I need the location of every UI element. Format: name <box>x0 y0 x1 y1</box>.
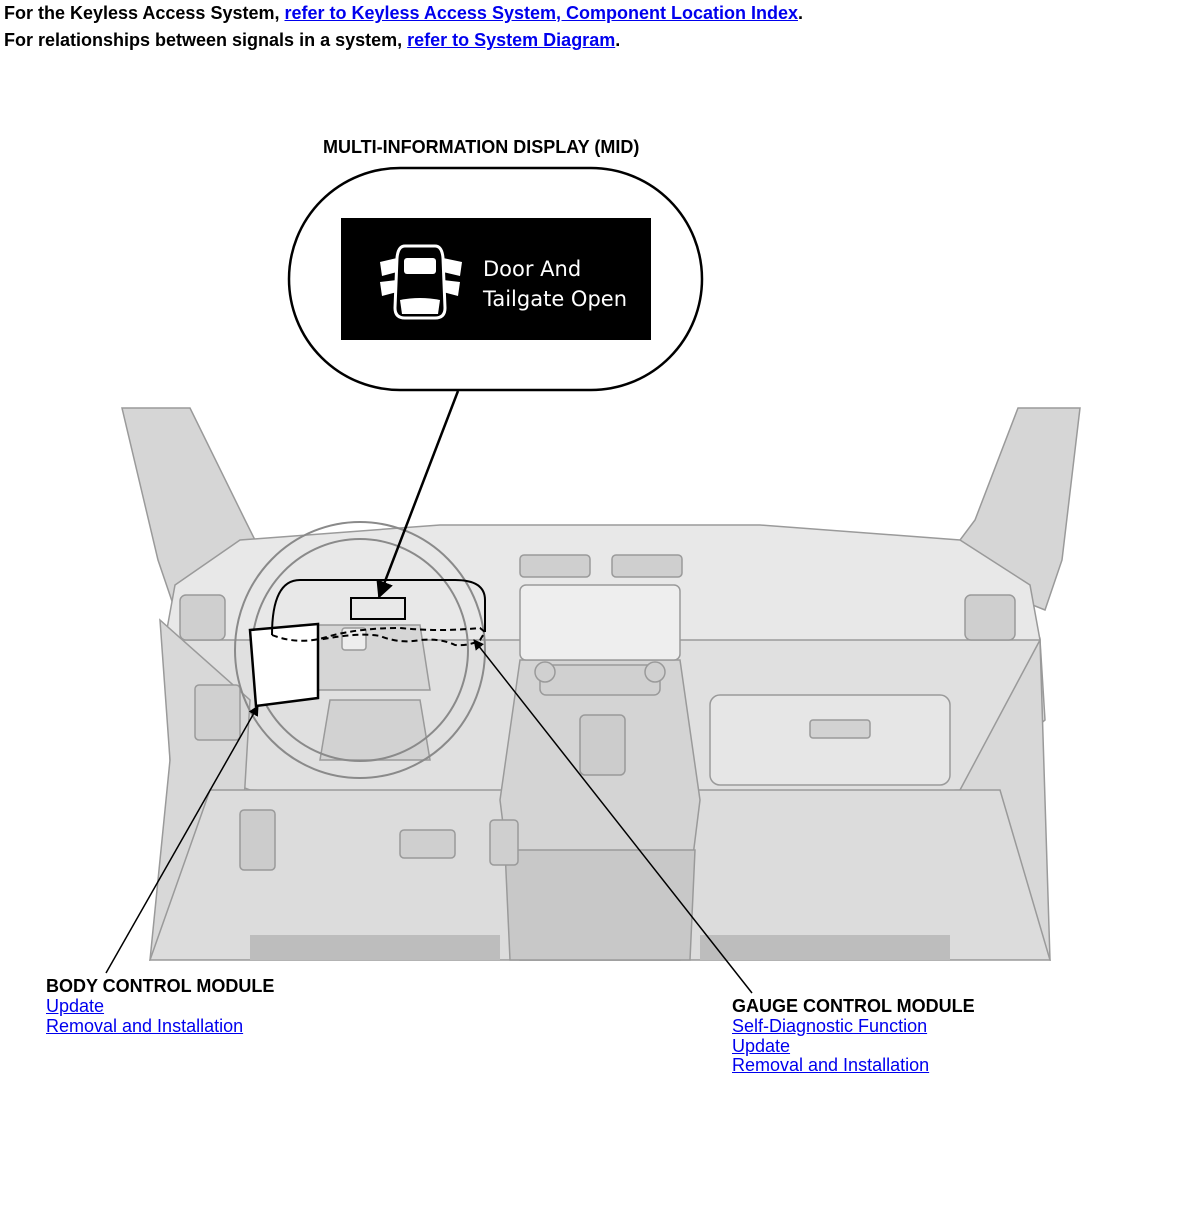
intro-system-period: . <box>615 30 621 50</box>
steering-column <box>320 700 430 760</box>
system-diagram-link[interactable]: refer to System Diagram <box>407 30 616 50</box>
bcm-removal-installation-link[interactable]: Removal and Installation <box>46 1015 244 1036</box>
passenger-floor-mat <box>700 935 950 960</box>
keyless-component-location-link[interactable]: refer to Keyless Access System, Component Location Index <box>284 3 798 23</box>
brake-pedal <box>400 830 455 858</box>
right-side-vent <box>965 595 1015 640</box>
gauge-control-module-title: GAUGE CONTROL MODULE <box>732 996 975 1016</box>
body-control-module-callout <box>46 976 274 1036</box>
left-side-vent <box>180 595 225 640</box>
body-control-module-title: BODY CONTROL MODULE <box>46 976 275 996</box>
driver-floor-mat <box>250 935 500 960</box>
gauge-control-module-callout <box>732 996 975 1076</box>
mid-title: MULTI-INFORMATION DISPLAY (MID) <box>323 137 640 157</box>
gcm-removal-installation-link[interactable]: Removal and Installation <box>732 1055 930 1075</box>
glove-box <box>710 695 950 785</box>
gcm-self-diagnostic-link[interactable]: Self-Diagnostic Function <box>732 1016 928 1036</box>
bcm-update-link[interactable]: Update <box>46 996 105 1016</box>
center-display <box>520 585 680 660</box>
center-left-vent <box>520 555 590 577</box>
body-control-module-links <box>46 997 274 1036</box>
climate-controls <box>540 665 660 695</box>
accelerator-pedal <box>490 820 518 865</box>
left-switch-panel <box>195 685 240 740</box>
intro-keyless-period: . <box>797 3 803 23</box>
armrest <box>505 850 695 960</box>
mid-message-line2: Tailgate Open <box>483 287 628 311</box>
glove-box-handle <box>810 720 870 738</box>
body-control-module-box <box>250 624 318 706</box>
intro-system-text: For relationships between signals in a system, <box>4 30 408 50</box>
left-climate-knob <box>535 662 555 682</box>
mid-message-line1: Door And <box>483 257 582 281</box>
left-kick-panel <box>240 810 275 870</box>
right-climate-knob <box>645 662 665 682</box>
gauge-control-module-links <box>732 1017 975 1076</box>
center-right-vent <box>612 555 682 577</box>
intro-keyless-text: For the Keyless Access System, <box>4 3 285 23</box>
shift-panel <box>580 715 625 775</box>
gcm-update-link[interactable]: Update <box>732 1035 791 1056</box>
